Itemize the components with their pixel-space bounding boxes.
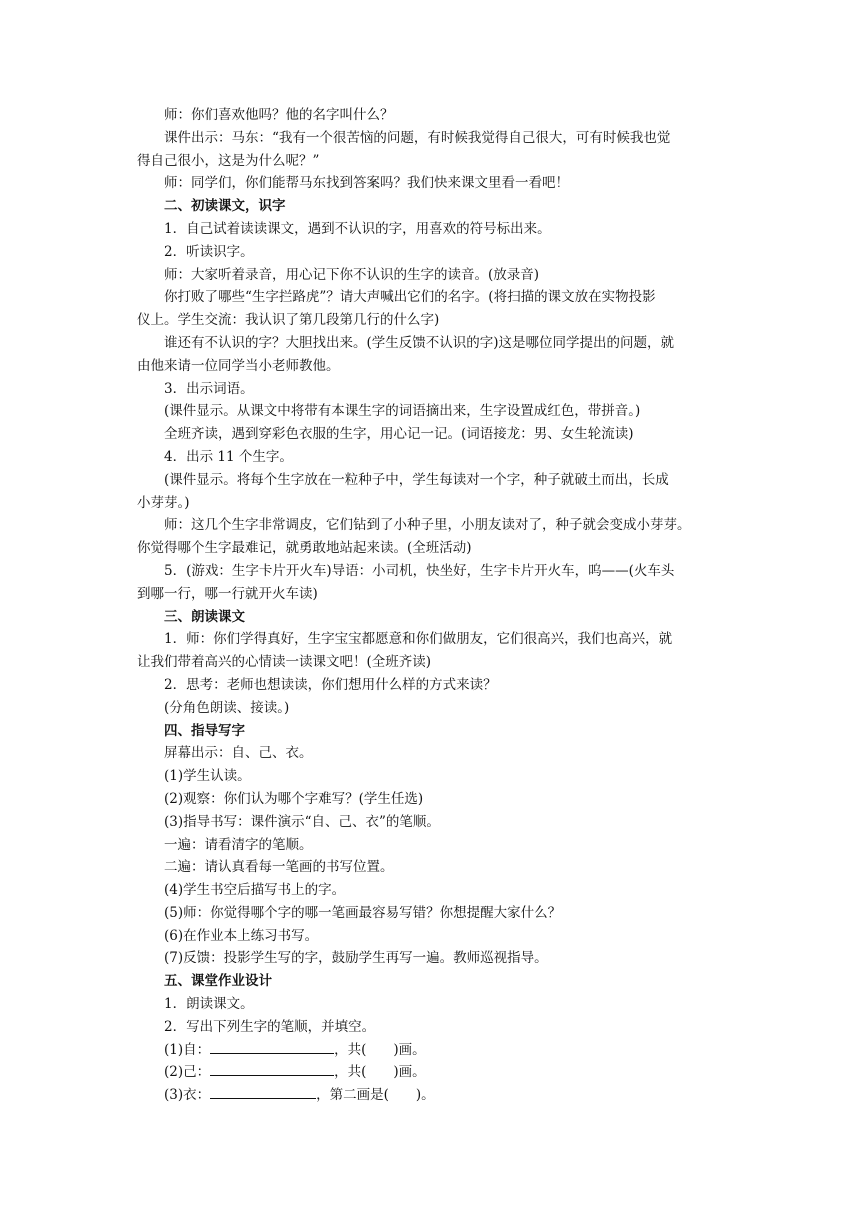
text-line: (4)学生书空后描写书上的字。 [164,882,346,899]
text-line: (2)观察：你们认为哪个字难写？(学生任选) [164,790,424,807]
text-line: 到哪一行，哪一行就开火车读) [137,585,318,602]
text-line: 小芽芽。) [137,494,190,511]
text-line: (分角色朗读、接读。) [164,699,290,716]
exercise-suffix: ，共( )画。 [334,1064,426,1081]
exercise-line-1 [137,1039,733,1062]
section-heading: 五、课堂作业设计 [164,973,272,990]
text-line: 一遍：请看清字的笔顺。 [164,836,313,853]
text-line: 师：这几个生字非常调皮，它们钻到了小种子里，小朋友读对了，种子就会变成小芽芽。 [164,517,691,534]
text-line: 仪上。学生交流：我认识了第几段第几行的什么字) [137,312,440,329]
text-line: 师：你们喜欢他吗？他的名字叫什么？ [164,107,394,123]
text-line: (7)反馈：投影学生写的字，鼓励学生再写一遍。教师巡视指导。 [164,950,548,967]
text-line: 2．思考：老师也想读读，你们想用什么样的方式来读？ [164,676,497,693]
answer-blank [210,1084,316,1099]
exercise-suffix: ，共( )画。 [334,1041,426,1058]
text-line: 3．出示词语。 [164,380,254,397]
text-line: 你打败了哪些“生字拦路虎”？请大声喊出它们的名字。(将扫描的课文放在实物投影 [164,289,656,306]
text-line: 让我们带着高兴的心情读一读课文吧！(全班齐读) [137,654,432,671]
text-line: 谁还有不认识的字？大胆找出来。(学生反馈不认识的字)这是哪位同学提出的问题，就 [164,334,675,351]
text-line: (课件显示。从课文中将带有本课生字的词语摘出来，生字设置成红色，带拼音。) [164,403,641,420]
text-lines [137,104,733,1039]
text-line: (课件显示。将每个生字放在一粒种子中，学生每读对一个字，种子就破土而出，长成 [164,471,669,488]
document-body [137,104,733,1107]
answer-blank [210,1061,334,1076]
exercise-line-2 [137,1061,733,1084]
exercise-suffix: ，第二画是( )。 [316,1087,435,1104]
text-line: 由他来请一位同学当小老师教他。 [137,357,340,374]
section-heading: 二、初读课文，识字 [164,198,286,215]
section-heading: 三、朗读课文 [164,608,245,625]
text-line: 师：大家听着录音，用心记下你不认识的生字的读音。(放录音) [164,266,540,283]
exercise-prefix: (3)衣： [164,1087,211,1104]
text-line: 全班齐读，遇到穿彩色衣服的生字，用心记一记。(词语接龙：男、女生轮流读) [164,426,634,443]
text-line: 师：同学们，你们能帮马东找到答案吗？我们快来课文里看一看吧！ [164,175,569,192]
text-line: (1)学生认读。 [164,768,251,785]
text-line: 你觉得哪个生字最难记，就勇敢地站起来读。(全班活动) [137,540,472,557]
section-heading: 四、指导写字 [164,722,245,739]
text-line: (6)在作业本上练习书写。 [164,927,319,944]
text-line: (3)指导书写：课件演示“自、己、衣”的笔顺。 [164,813,440,830]
text-line: 1．师：你们学得真好，生字宝宝都愿意和你们做朋友，它们很高兴，我们也高兴，就 [164,631,673,648]
text-line: (5)师：你觉得哪个字的哪一笔画最容易写错？你想提醒大家什么？ [164,904,562,921]
text-line: 5．(游戏：生字卡片开火车)导语：小司机，快坐好，生字卡片开火车，呜——(火车头 [164,562,675,579]
exercise-line-3 [137,1084,733,1107]
text-line: 课件出示：马东：“我有一个很苦恼的问题，有时候我觉得自己很大，可有时候我也觉 [164,129,671,146]
text-line: 4．出示 11 个生字。 [164,448,293,465]
text-line: 二遍：请认真看每一笔画的书写位置。 [164,859,394,876]
text-line: 1．自己试着读读课文，遇到不认识的字，用喜欢的符号标出来。 [164,220,551,237]
answer-blank [210,1039,334,1054]
text-line: 1．朗读课文。 [164,996,254,1013]
text-line: 2．写出下列生字的笔顺，并填空。 [164,1018,376,1035]
text-line: 得自己很小，这是为什么呢？” [137,152,320,169]
text-line: 2．听读识字。 [164,243,254,260]
exercise-prefix: (1)自： [164,1041,211,1058]
exercise-prefix: (2)己： [164,1064,211,1081]
text-line: 屏幕出示：自、己、衣。 [164,745,313,762]
